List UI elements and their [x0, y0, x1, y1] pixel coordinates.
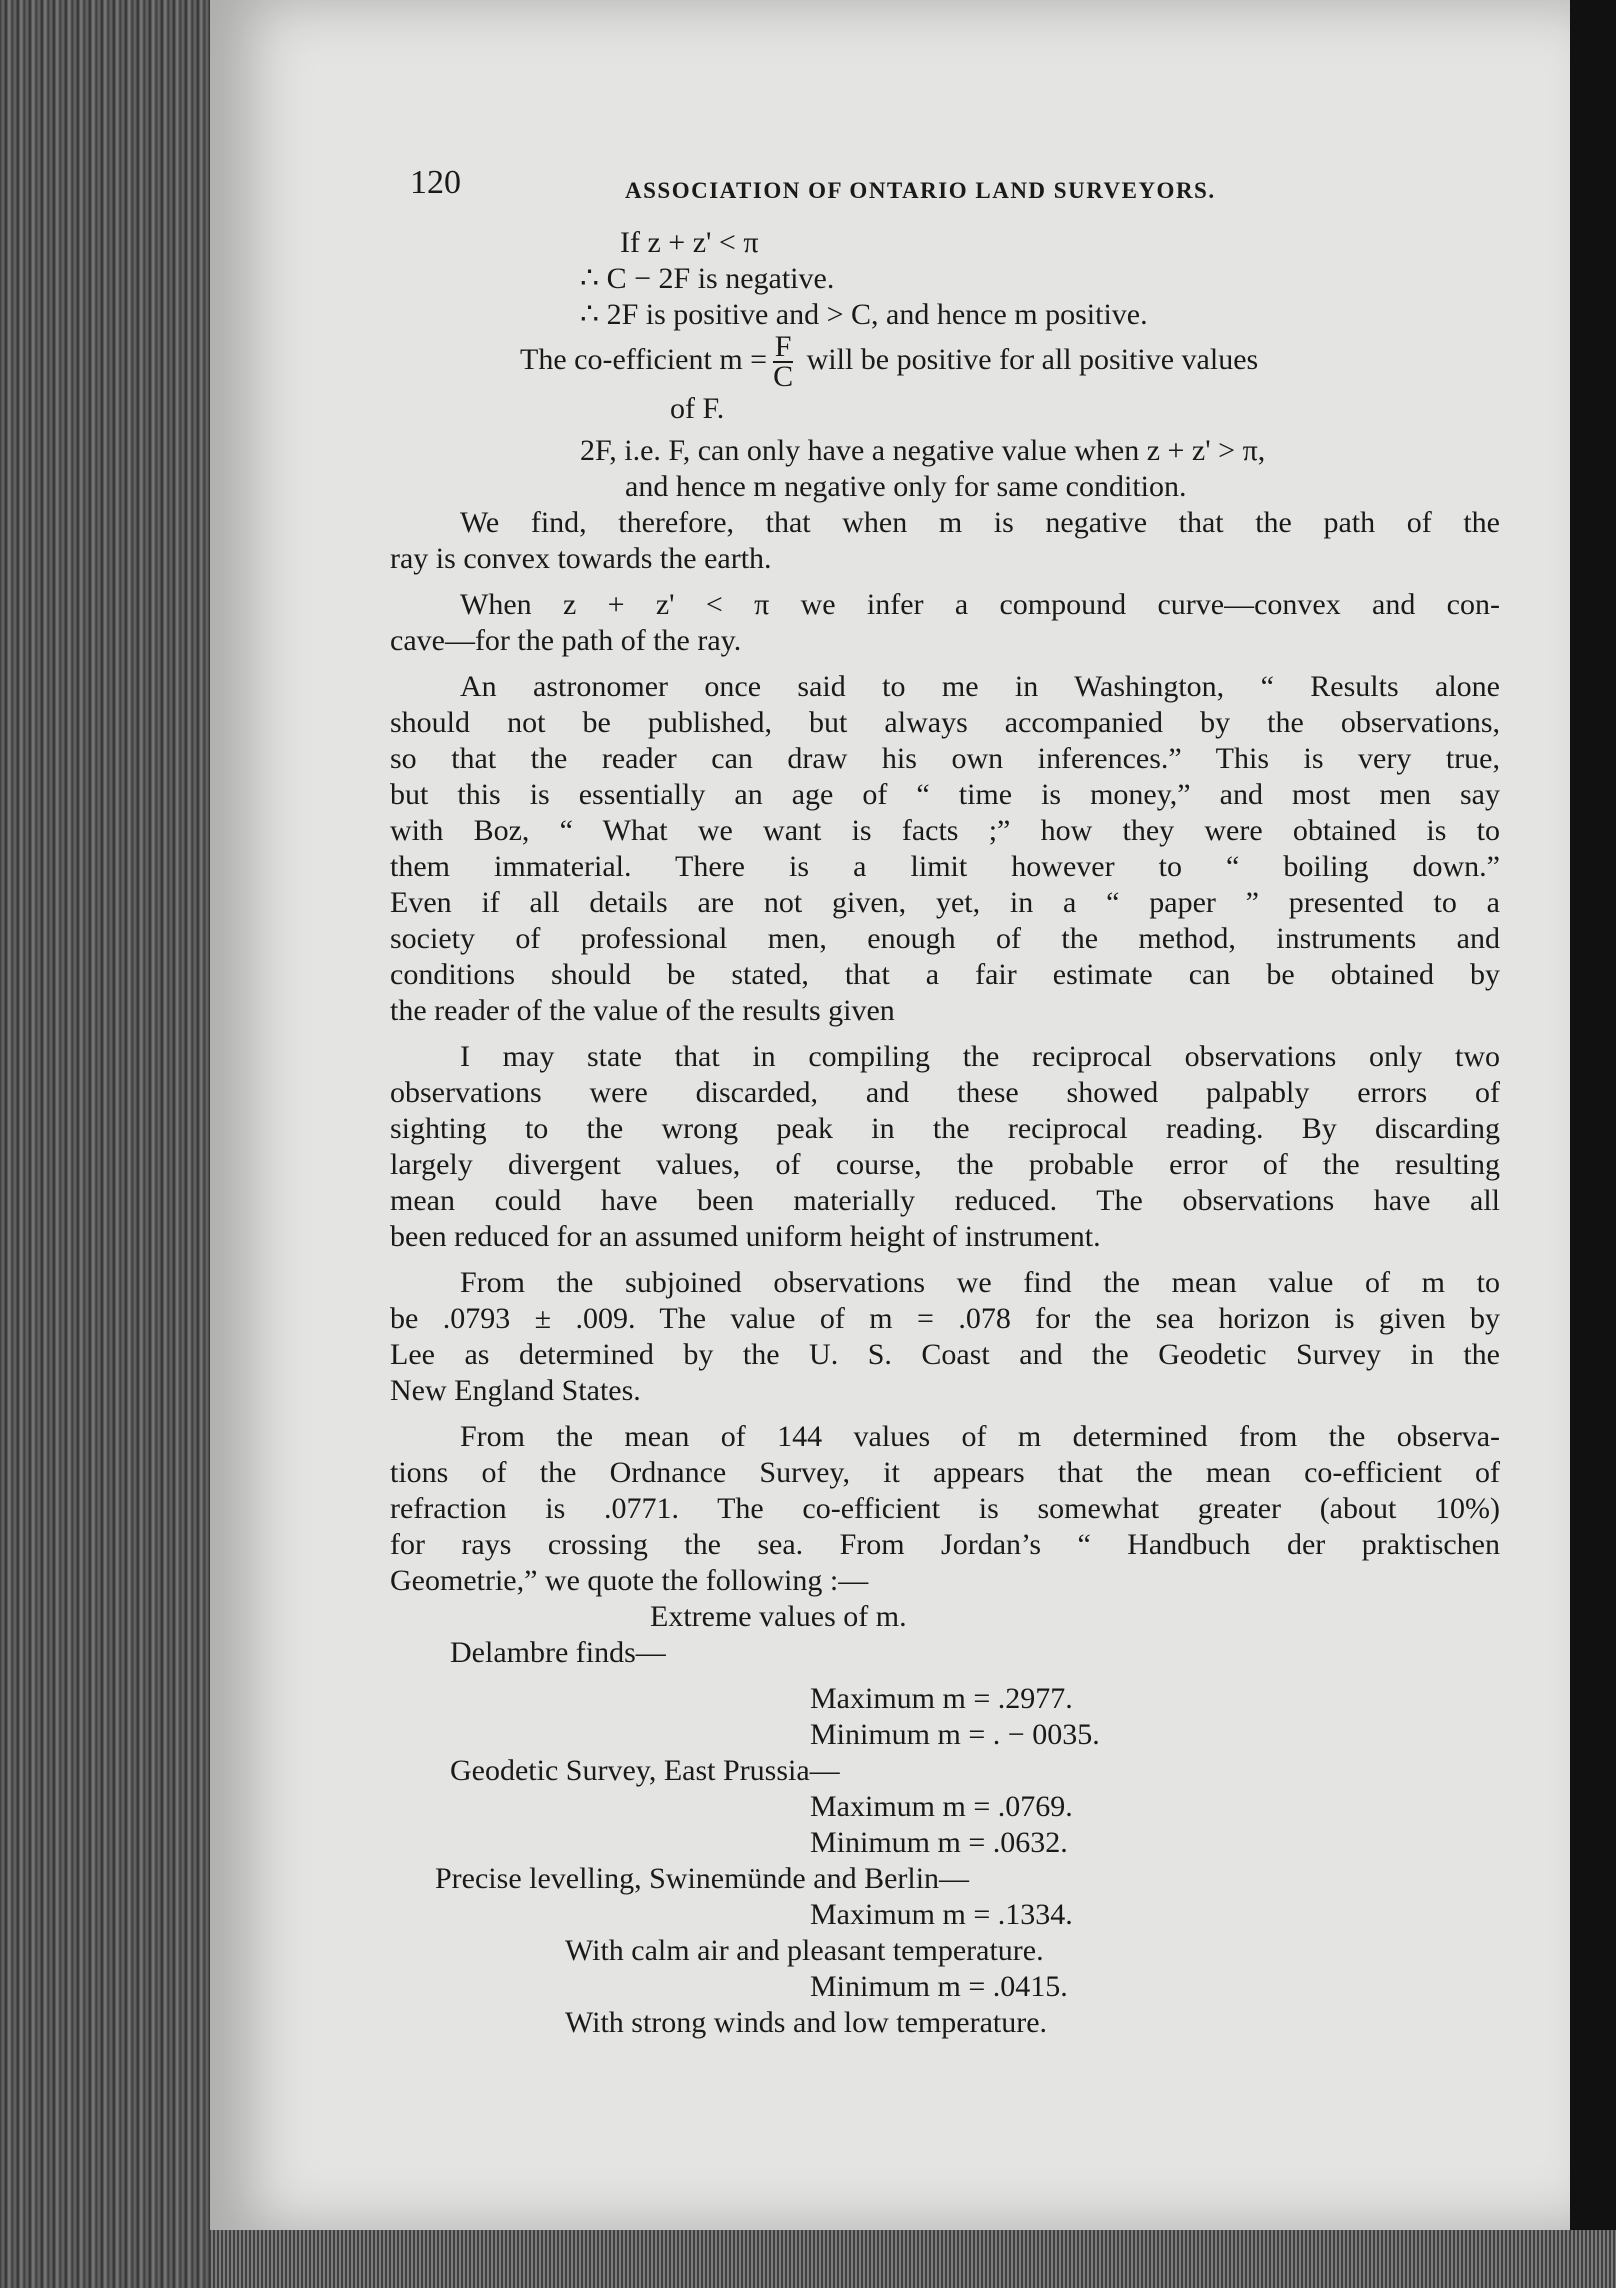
derivation-line: ∴ C − 2F is negative.	[580, 262, 835, 295]
running-head: ASSOCIATION OF ONTARIO LAND SURVEYORS.	[625, 178, 1216, 203]
text-line: conditions should be stated, that a fair estimate can be obtained by	[390, 958, 1500, 991]
delambre-max: Maximum m = .2977.	[810, 1682, 1073, 1715]
text-line: Lee as determined by the U. S. Coast and the Geodetic Survey in the	[390, 1338, 1500, 1371]
delambre-min: Minimum m = . − 0035.	[810, 1718, 1100, 1751]
levelling-min: Minimum m = .0415.	[810, 1970, 1068, 2003]
levelling-label: Precise levelling, Swinemünde and Berlin—	[435, 1862, 970, 1895]
fraction-denominator: C	[773, 360, 794, 393]
coefficient-lead: The co-efficient m =	[520, 342, 768, 376]
derivation-line: and hence m negative only for same condition.	[625, 470, 1187, 503]
page-content	[390, 165, 1500, 2041]
levelling-max-note: With calm air and pleasant temperature.	[565, 1934, 1044, 1967]
text-line: I may state that in compiling the reciprocal observations only two	[460, 1040, 1500, 1073]
fraction-numerator: F	[774, 330, 792, 363]
levelling-max: Maximum m = .1334.	[810, 1898, 1073, 1931]
derivation-line: ∴ 2F is positive and > C, and hence m positive.	[580, 298, 1148, 331]
text-line: From the mean of 144 values of m determined from the observa-	[460, 1420, 1500, 1453]
paragraph	[390, 1039, 1500, 1255]
text-line: them immaterial. There is a limit however to “ boiling down.”	[390, 850, 1500, 883]
derivation-line: 2F, i.e. F, can only have a negative value when z + z' > π,	[580, 434, 1266, 467]
levelling-min-note: With strong winds and low temperature.	[565, 2006, 1048, 2039]
text-line: with Boz, “ What we want is facts ;” how they were obtained is to	[390, 814, 1500, 847]
coefficient-line	[390, 330, 1500, 393]
paragraph	[390, 1265, 1500, 1409]
text-line: ray is convex towards the earth.	[390, 542, 772, 575]
text-line: observations were discarded, and these showed palpably errors of	[390, 1076, 1500, 1109]
text-line: been reduced for an assumed uniform height of instrument.	[390, 1220, 1101, 1253]
text-line: Geometrie,” we quote the following :—	[390, 1564, 869, 1597]
text-line: society of professional men, enough of the method, instruments and	[390, 922, 1500, 955]
text-line: Even if all details are not given, yet, in a “ paper ” presented to a	[390, 886, 1500, 919]
text-line: From the subjoined observations we find the mean value of m to	[460, 1266, 1500, 1299]
text-line: mean could have been materially reduced. The observations have all	[390, 1184, 1500, 1217]
text-line: We find, therefore, that when m is negative that the path of the	[460, 506, 1500, 539]
text-line: should not be published, but always accompanied by the observations,	[390, 706, 1500, 739]
text-line: When z + z' < π we infer a compound curve—convex and con-	[460, 588, 1500, 621]
text-line: cave—for the path of the ray.	[390, 624, 742, 657]
derivation-line: If z + z' < π	[620, 226, 759, 259]
paragraph	[390, 505, 1500, 577]
text-line: be .0793 ± .009. The value of m = .078 for the sea horizon is given by	[390, 1302, 1500, 1335]
book-bottom-edge	[210, 2230, 1616, 2288]
coefficient-tail: will be positive for all positive values	[799, 342, 1259, 376]
derivation-line: of F.	[670, 392, 725, 425]
text-line: An astronomer once said to me in Washington, “ Results alone	[460, 670, 1500, 703]
text-line: refraction is .0771. The co-efficient is somewhat greater (about 10%)	[390, 1492, 1500, 1525]
paragraph	[390, 587, 1500, 659]
page-number: 120	[410, 164, 461, 201]
paragraph	[390, 669, 1500, 1029]
derivation	[390, 225, 1500, 505]
fraction	[773, 330, 794, 393]
delambre-label: Delambre finds—	[450, 1636, 666, 1669]
text-line: the reader of the value of the results given	[390, 994, 895, 1027]
extreme-values	[390, 1599, 1500, 2041]
text-line: largely divergent values, of course, the probable error of the resulting	[390, 1148, 1500, 1181]
page-header	[390, 165, 1500, 225]
text-line: for rays crossing the sea. From Jordan’s “ Handbuch der praktischen	[390, 1528, 1500, 1561]
geodetic-min: Minimum m = .0632.	[810, 1826, 1068, 1859]
paragraph	[390, 1419, 1500, 1599]
text-line: tions of the Ordnance Survey, it appears that the mean co-efficient of	[390, 1456, 1500, 1489]
text-line: but this is essentially an age of “ time is money,” and most men say	[390, 778, 1500, 811]
geodetic-max: Maximum m = .0769.	[810, 1790, 1073, 1823]
text-line: sighting to the wrong peak in the reciprocal reading. By discarding	[390, 1112, 1500, 1145]
extreme-values-heading: Extreme values of m.	[650, 1600, 907, 1633]
book-cover-edge	[1570, 0, 1616, 2288]
text-line: so that the reader can draw his own inferences.” This is very true,	[390, 742, 1500, 775]
text-line: New England States.	[390, 1374, 641, 1407]
geodetic-label: Geodetic Survey, East Prussia—	[450, 1754, 840, 1787]
